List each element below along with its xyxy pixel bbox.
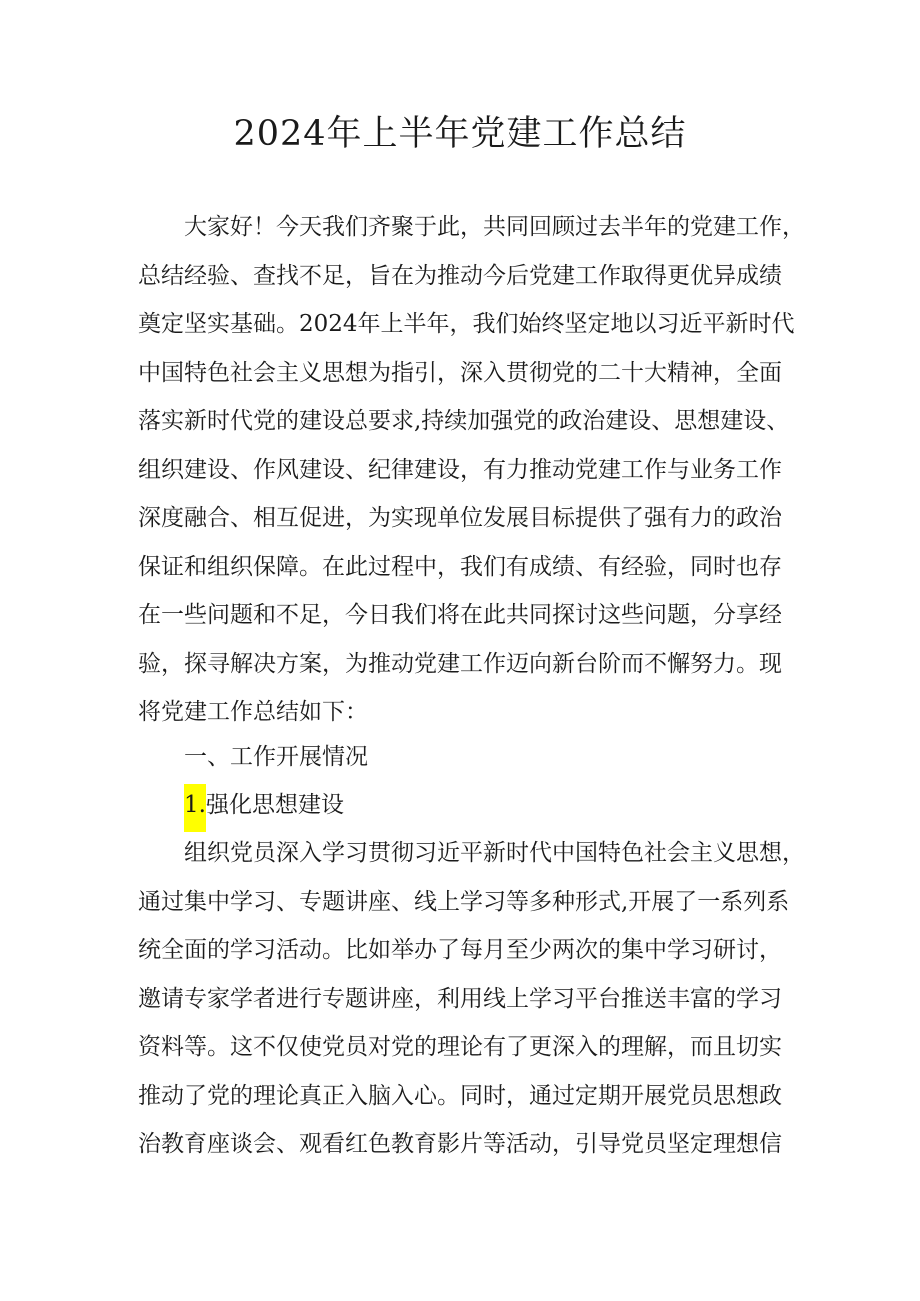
section-heading <box>138 733 788 782</box>
paragraph-line: 邀请专家学者进行专题讲座，利用线上学习平台推送丰富的学习 <box>138 985 782 1012</box>
paragraph-line: 统全面的学习活动。比如举办了每月至少两次的集中学习研讨， <box>138 937 782 963</box>
paragraph-line: 中国特色社会主义思想为指引，深入贯彻党的二十大精神，全面 <box>138 359 782 386</box>
paragraph-line: 资料等。这不仅使党员对党的理论有了更深入的理解，而且切实 <box>138 1034 782 1060</box>
paragraph-line: 大家好！今天我们齐聚于此，共同回顾过去半年的党建工作， <box>184 214 805 240</box>
paragraph-line: 组织党员深入学习贯彻习近平新时代中国特色社会主义思想， <box>184 840 805 866</box>
section-heading-text: 一、工作开展情况 <box>184 744 368 770</box>
paragraph-line: 总结经验、查找不足，旨在为推动今后党建工作取得更优异成绩 <box>138 262 782 289</box>
paragraph-line: 验，探寻解决方案，为推动党建工作迈向新台阶而不懈努力。现 <box>138 650 782 677</box>
section-paragraph <box>138 829 805 1169</box>
paragraph-line: 推动了党的理论真正入脑入心。同时，通过定期开展党员思想政 <box>138 1082 782 1109</box>
subsection-heading <box>138 781 788 830</box>
paragraph-line: 在一些问题和不足，今日我们将在此共同探讨这些问题，分享经 <box>138 602 782 628</box>
paragraph-line: 组织建设、作风建设、纪律建设，有力推动党建工作与业务工作 <box>138 456 782 483</box>
highlighted-number: 1. <box>184 784 206 832</box>
document-title: 2024年上半年党建工作总结 <box>233 114 687 154</box>
subsection-heading-line <box>138 781 788 830</box>
paragraph-line: 通过集中学习、专题讲座、线上学习等多种形式,开展了一系列系 <box>138 888 790 915</box>
paragraph-line: 保证和组织保障。在此过程中，我们有成绩、有经验，同时也存 <box>138 553 782 580</box>
paragraph-line: 深度融合、相互促进，为实现单位发展目标提供了强有力的政治 <box>138 505 782 531</box>
paragraph-line: 落实新时代党的建设总要求,持续加强党的政治建设、思想建设、 <box>138 408 790 434</box>
paragraph-line: 治教育座谈会、观看红色教育影片等活动，引导党员坚定理想信 <box>138 1131 782 1157</box>
intro-paragraph <box>138 203 805 737</box>
paragraph-line: 将党建工作总结如下： <box>138 699 368 725</box>
paragraph-line: 奠定坚实基础。2024年上半年，我们始终坚定地以习近平新时代 <box>138 311 795 337</box>
subsection-title: 强化思想建设 <box>205 792 344 818</box>
